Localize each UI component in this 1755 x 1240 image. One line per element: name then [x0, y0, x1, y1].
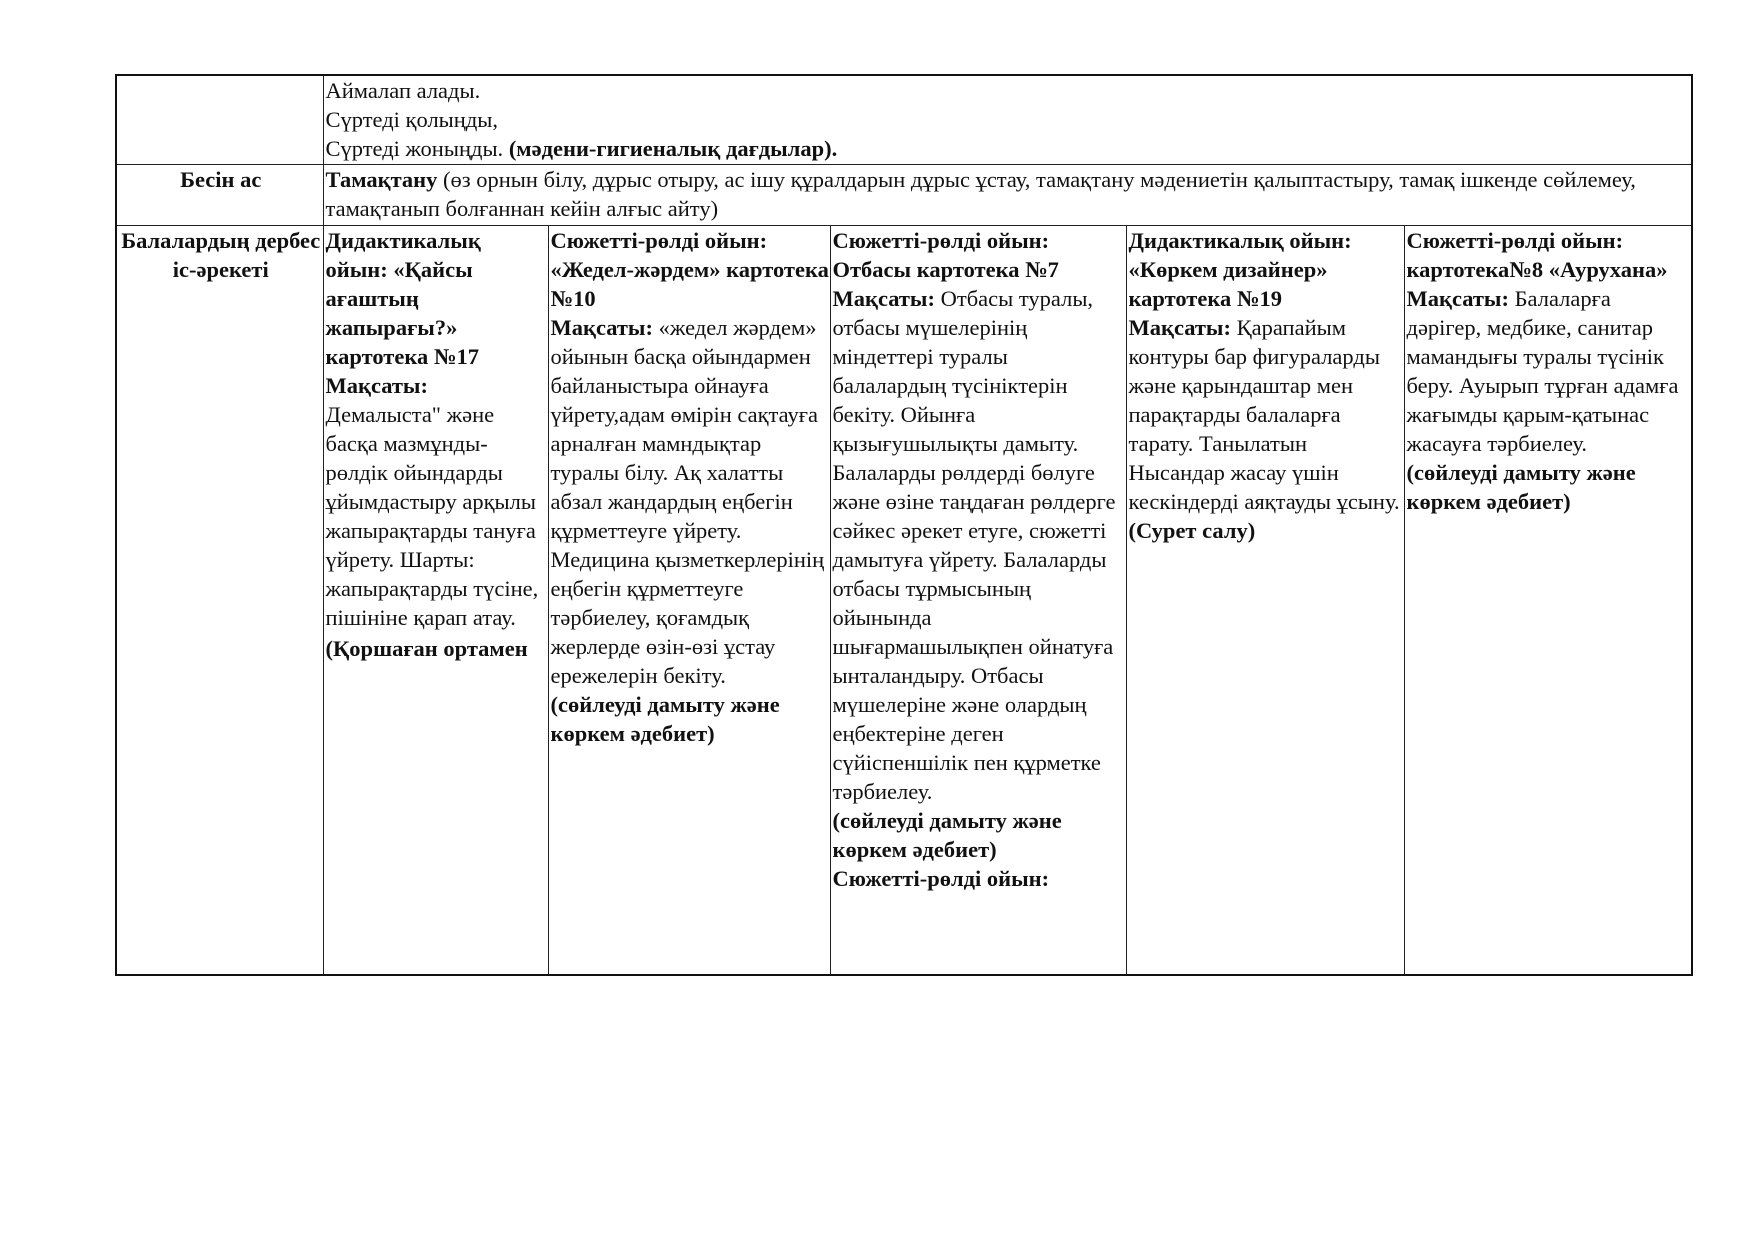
activity-cell-1 — [323, 226, 548, 976]
table-row-lunch — [116, 165, 1692, 226]
hygiene-cell — [323, 75, 1692, 165]
row-header-lunch: Бесін ас — [116, 165, 323, 226]
activity-1-tag: (Қоршаған ортамен — [325, 636, 528, 661]
row-header-activities: Балалардың дербес іс-әрекеті — [116, 226, 323, 976]
lunch-cell — [323, 165, 1692, 226]
activity-2-tag: (сөйлеуді дамыту және көркем әдебиет) — [550, 692, 780, 746]
activity-cell-5 — [1404, 226, 1692, 976]
rhyme-line-3-wrap — [326, 134, 1692, 163]
lunch-text: (өз орнын білу, дұрыс отыру, ас ішу құралдарын дұрыс ұстау, тамақтану мәдениетін қалыптастыру, тамақ ішкенде сөйлемеу, тамақтанып болғаннан кейін алғыс айту) — [325, 167, 1636, 221]
activity-1-title: Дидактикалық ойын: «Қайсы ағаштың жапырағы?» картотека №17 — [325, 228, 481, 369]
activity-4-goal: Қарапайым контуры бар фигураларды және қарындаштар мен парақтарды балаларға тарату. Танылатын Нысандар жасау үшін кескіндерді аяқтауды ұсыну. — [1128, 315, 1400, 514]
activity-3-goal: Отбасы туралы, отбасы мүшелерінің міндеттері туралы балалардың түсініктерін бекіту. Ойынға қызығушылықты дамыту. Балаларды рөлдерді бөлуге және өзіне таңдаған рөлдерге сәйкес әрекет етуге, сюжетті дамытуға үйрету. Балаларды отбасы тұрмысының ойынында шығармашылықпен ойнатуға ынталандыру. Отбасы мүшелеріне және олардың еңбектеріне деген сүйіспеншілік пен құрметке тәрбиелеу. — [832, 286, 1116, 804]
hygiene-tag: (мәдени-гигиеналық дағдылар). — [508, 136, 838, 161]
activity-1-goal-label: Мақсаты: — [325, 373, 428, 398]
activity-cell-3 — [830, 226, 1126, 976]
schedule-table — [115, 74, 1693, 976]
activity-1-goal: Демалыста" және басқа мазмұнды-рөлдік ойындарды ұйымдастыру арқылы жапырақтарды тануға үйрету. Шарты: жапырақтарды түсіне, пішініне қарап атау. — [325, 402, 539, 630]
activity-cell-2 — [548, 226, 830, 976]
table-row-hygiene — [116, 75, 1692, 165]
activity-4-tag: (Сурет салу) — [1128, 518, 1256, 543]
activity-3-extra: Сюжетті-рөлді ойын: — [832, 866, 1050, 891]
rhyme-line-2: Сүртеді қолыңды, — [325, 107, 499, 132]
activity-3-goal-label: Мақсаты: — [832, 286, 935, 311]
activity-5-goal: Балаларға дәрігер, медбике, санитар мамандығы туралы түсінік беру. Ауырып тұрған адамға жағымды қарым-қатынас жасауға тәрбиелеу. — [1406, 286, 1679, 456]
activity-5-tag: (сөйлеуді дамыту және көркем әдебиет) — [1406, 460, 1636, 514]
rhyme-line-3: Сүртеді жоныңды. — [325, 136, 504, 161]
activity-4-title: Дидактикалық ойын: «Көркем дизайнер» картотека №19 — [1128, 228, 1352, 311]
activity-4-goal-label: Мақсаты: — [1128, 315, 1231, 340]
table-row-activities — [116, 226, 1692, 976]
lunch-lead: Тамақтану — [325, 167, 438, 192]
activity-3-title: Сюжетті-рөлді ойын: Отбасы картотека №7 — [832, 228, 1059, 282]
row-header-empty — [116, 75, 323, 165]
activity-2-goal: «жедел жәрдем» ойынын басқа ойындармен байланыстыра ойнауға үйрету,адам өмірін сақтауға арналған мамндықтар туралы білу. Ақ халатты абзал жандардың еңбегін құрметтеуге үйрету. Медицина қызметкерлерінің еңбегін құрметтеуге тәрбиелеу, қоғамдық жерлерде өзін-өзі ұстау ережелерін бекіту. — [550, 315, 825, 688]
activity-2-title: Сюжетті-рөлді ойын: «Жедел-жәрдем» картотека №10 — [550, 228, 829, 311]
activity-cell-4 — [1126, 226, 1404, 976]
activity-5-title: Сюжетті-рөлді ойын: картотека№8 «Аурухана» — [1406, 228, 1668, 282]
activity-2-goal-label: Мақсаты: — [550, 315, 653, 340]
activity-3-tag: (сөйлеуді дамыту және көркем әдебиет) — [832, 808, 1062, 862]
activity-5-goal-label: Мақсаты: — [1406, 286, 1509, 311]
rhyme-line-1: Аймалап алады. — [325, 78, 481, 103]
